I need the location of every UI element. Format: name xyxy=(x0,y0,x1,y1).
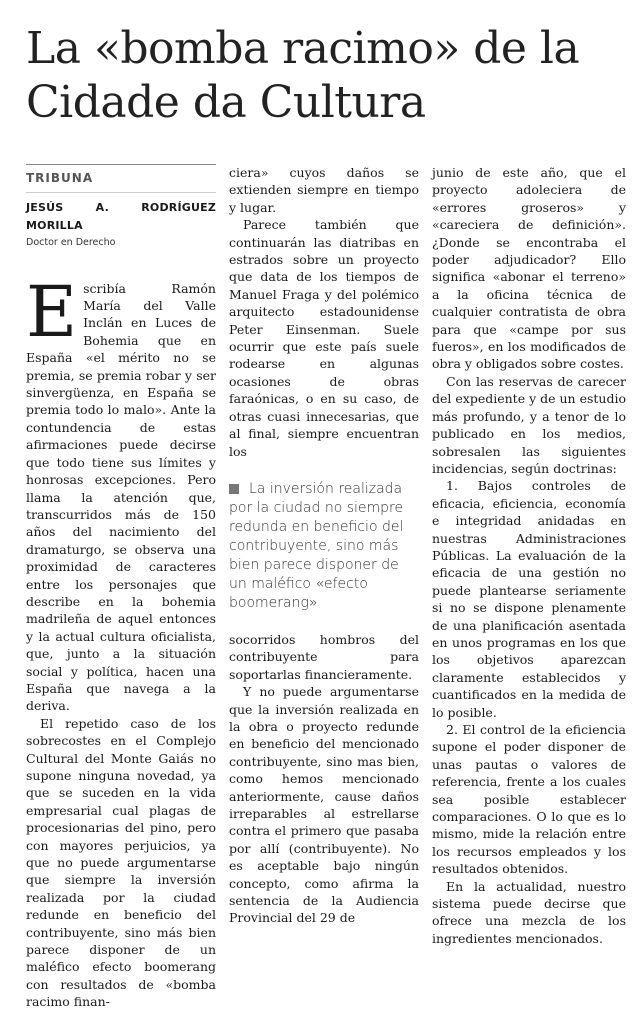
column-1 xyxy=(26,164,216,1011)
paragraph: scribía Ramón María del Valle Inclán en Luces de Bohemia que en España «el mérito no se premia, se premia robar y ser sinvergüenza, en España se premia todo lo malo». Ante la contundencia de estas afirmaciones puede decirse que todo tiene sus límites y honrosas excepciones. Pero llama la atención que, transcurridos más de 150 años del nacimiento del dramaturgo, se observa una proximidad de caracteres entre los personajes que describe en la bohemia madrileña de aquel entonces y la actual cultura oficialista, que, junto a la situación social y política, hacen una España que navega a la deriva. xyxy=(26,280,216,714)
column-2 xyxy=(229,164,419,927)
author-name: JESÚS A. RODRÍGUEZ MORILLA xyxy=(26,201,216,232)
list-item: 1. Bajos controles de eficacia, eficiencia, economía e integridad anidadas en nuestras Administraciones Públicas. La evaluación de la eficacia de una gestión no puede plantearse seriamente si no se dispone plenamente de una planificación asentada en unos programas en los que los objetivos aparezcan claramente establecidos y cuantificados en la medida de lo posible. xyxy=(432,478,626,720)
paragraph: Con las reservas de carecer del expediente y de un estudio más profundo, y a tenor de lo publicado en los medios, sobresalen las siguientes incidencias, según doctrinas: xyxy=(432,373,626,476)
column-3 xyxy=(432,164,626,947)
paragraph: En la actualidad, nuestro sistema puede decirse que ofrece una mezcla de los ingredientes mencionados. xyxy=(432,878,626,946)
square-bullet-icon xyxy=(229,484,239,494)
section-label: TRIBUNA xyxy=(26,164,216,193)
list-item: 2. El control de la eficiencia supone el poder disponer de unas pautas o valores de referencia, frente a los cuales sea posible establecer comparaciones. O lo que es lo mismo, mide la relación entre los recursos empleados y los resultados obtenidos. xyxy=(432,722,626,877)
paragraph: socorridos hombros del contribuyente para soportarlas financieramente. xyxy=(229,631,419,682)
headline: La «bomba racimo» de la Cidade da Cultura xyxy=(26,23,580,128)
paragraph: junio de este año, que el proyecto adoleciera de «errores groseros» y «careciera de definición». ¿Donde se encontraba el poder adjudicador? Ello significa «abonar el terreno» a la oficina técnica de cualquier contratista de obra para que «campe por sus fueros», en los modificados de obra y obligados sobre costes. xyxy=(432,165,626,372)
author-role: Doctor en Derecho xyxy=(26,237,116,249)
paragraph: El repetido caso de los sobrecostes en el Complejo Cultural del Monte Gaiás no supone ninguna novedad, ya que se suceden en la vida empresarial cual plagas de procesionarias del pino, pero con mayores perjuicios, ya que no puede argumentarse que siempre la inversión realizada por la ciudad redunde en beneficio del contribuyente, sino más bien parece disponer de un maléfico efecto boomerang con resultados de «bomba racimo finan- xyxy=(26,715,216,1010)
drop-cap: E xyxy=(26,270,78,353)
pull-quote-text: La inversión realizada por la ciudad no siempre redunda en beneficio del contribuyente, sino más bien parece disponer de un maléfico «efecto boomerang» xyxy=(229,480,404,611)
paragraph: Y no puede argumentarse que la inversión realizada en la obra o proyecto redunde en beneficio del mencionado contribuyente, sino mas bien, como hemos mencionado anteriormente, cause daños irreparables al estrellarse contra el primero que pasaba por allí (contribuyente). No es aceptable bajo ningún concepto, como afirma la sentencia de la Audiencia Provincial del 29 de xyxy=(229,684,419,926)
paragraph: Parece también que continuarán las diatribas en estrados sobre un proyecto que data de los tiempos de Manuel Fraga y del polémico arquitecto estadounidense Peter Einsenman. Suele ocurrir que este país suele rodearse en algunas ocasiones de obras faraónicas, o en su caso, de otras cuasi innecesarias, que al final, siempre encuentran los xyxy=(229,217,419,459)
paragraph: ciera» cuyos daños se extienden siempre en tiempo y lugar. xyxy=(229,165,419,215)
pull-quote xyxy=(229,474,419,613)
